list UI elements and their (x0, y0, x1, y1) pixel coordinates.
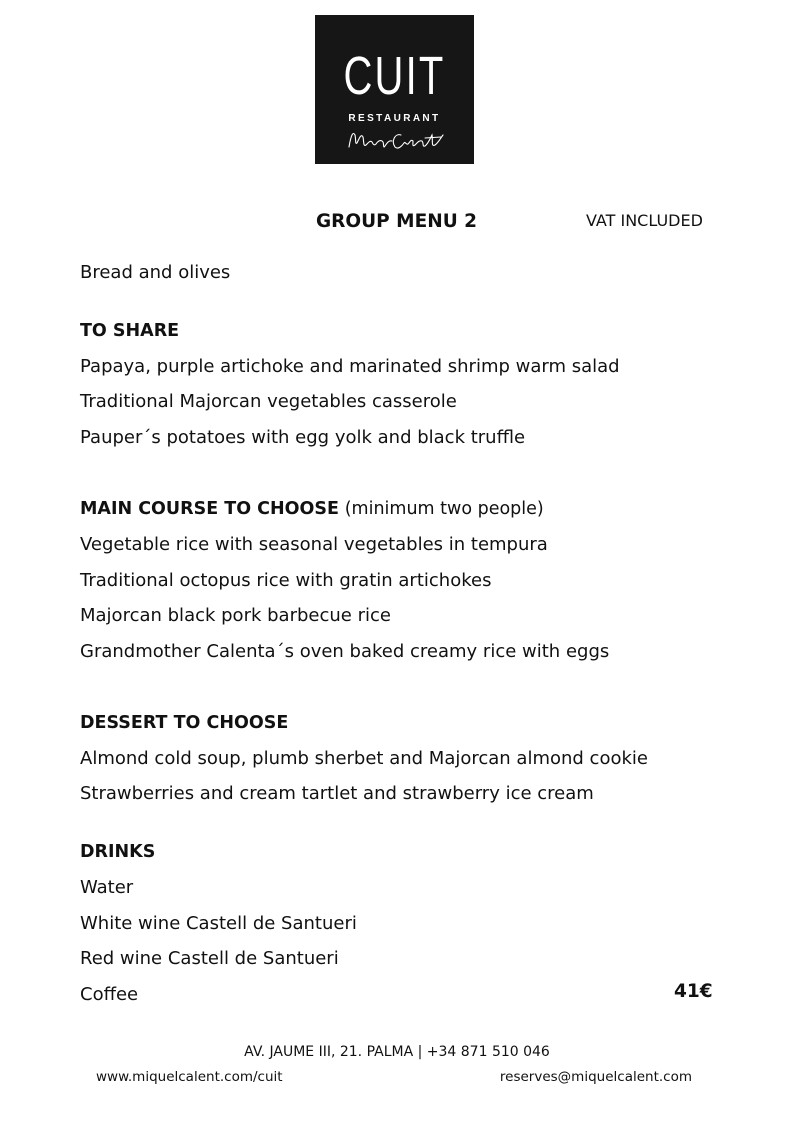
list-item: Pauper´s potatoes with egg yolk and black truffle (80, 427, 526, 448)
list-item: Coffee (80, 984, 139, 1005)
logo-name: CUIT (343, 46, 446, 106)
main-course-note: (minimum two people) (344, 499, 544, 519)
list-item: Water (80, 877, 134, 898)
footer-address: AV. JAUME III, 21. PALMA | +34 871 510 046 (244, 1044, 550, 1060)
vat-note: VAT INCLUDED (586, 211, 703, 230)
section-heading-main-course: MAIN COURSE TO CHOOSE (80, 499, 339, 519)
footer-website-link[interactable]: www.miquelcalent.com/cuit (96, 1069, 283, 1085)
section-heading-to-share: TO SHARE (80, 321, 180, 341)
logo-subtitle: RESTAURANT (348, 113, 441, 124)
footer-email-link[interactable]: reserves@miquelcalent.com (499, 1069, 692, 1085)
list-item: Papaya, purple artichoke and marinated shrimp warm salad (80, 356, 620, 377)
list-item: Almond cold soup, plumb sherbet and Majorcan almond cookie (80, 748, 648, 769)
list-item: Traditional Majorcan vegetables casserole (80, 391, 457, 412)
section-heading-drinks: DRINKS (80, 842, 156, 862)
list-item: Traditional octopus rice with gratin artichokes (80, 570, 492, 591)
menu-price: 41€ (674, 981, 713, 1002)
list-item: Red wine Castell de Santueri (80, 948, 339, 969)
menu-title: GROUP MENU 2 (316, 211, 478, 232)
section-heading-main-course-row (80, 498, 544, 520)
list-item: Majorcan black pork barbecue rice (80, 605, 391, 626)
list-item: Strawberries and cream tartlet and strawberry ice cream (80, 783, 594, 804)
list-item: Grandmother Calenta´s oven baked creamy rice with eggs (80, 641, 610, 662)
section-heading-dessert: DESSERT TO CHOOSE (80, 713, 289, 733)
starter-item: Bread and olives (80, 262, 231, 283)
restaurant-logo (315, 15, 474, 164)
list-item: White wine Castell de Santueri (80, 913, 357, 934)
signature-icon (343, 125, 449, 155)
list-item: Vegetable rice with seasonal vegetables in tempura (80, 534, 548, 555)
